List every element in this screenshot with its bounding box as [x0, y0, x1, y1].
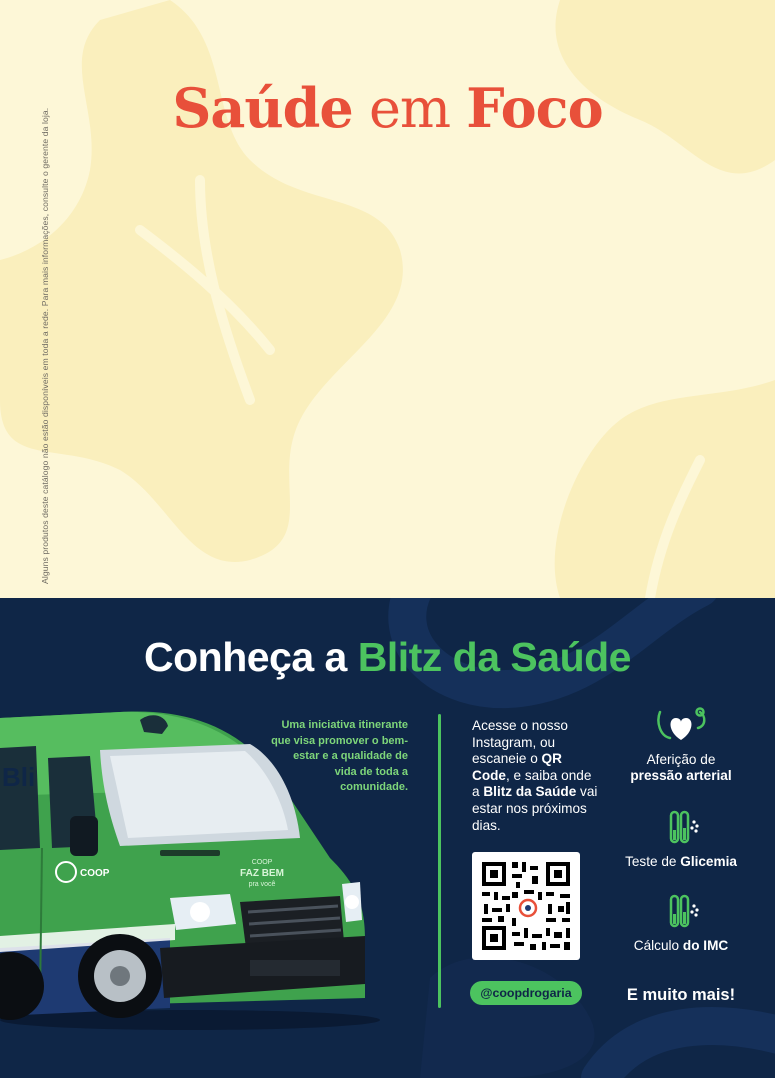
- title-part-1: Saúde: [172, 76, 353, 140]
- instagram-cta-text: [472, 718, 602, 834]
- service-1-line-1: Aferição de: [646, 752, 716, 767]
- van-side-text: Bli: [2, 762, 36, 792]
- service-1-line-2: pressão arterial: [630, 768, 732, 783]
- cta-bold-qr: QR Code: [472, 751, 562, 783]
- service-glycemia: [606, 810, 756, 870]
- cta-text-3: vai estar nos próximos dias.: [472, 784, 598, 833]
- heart-stethoscope-icon: [654, 706, 708, 746]
- instagram-handle-badge[interactable]: @coopdrogaria: [470, 981, 582, 1005]
- qr-code[interactable]: [472, 852, 580, 960]
- title-part-2: em: [352, 77, 467, 140]
- cta-bold-blitz: Blitz da Saúde: [483, 784, 577, 800]
- headline-prefix: Conheça a: [144, 634, 358, 680]
- van-slogan-bot: pra você: [248, 881, 276, 888]
- service-2-prefix: Teste de: [625, 854, 681, 869]
- blitz-headline: [0, 634, 775, 681]
- blitz-section: [0, 598, 775, 1078]
- service-2-bold: Glicemia: [680, 854, 737, 869]
- van-slogan-mid: FAZ BEM: [240, 868, 284, 879]
- cta-text-2: , e saiba onde a: [472, 767, 592, 800]
- test-tube-icon: [661, 810, 701, 848]
- headline-highlight: Blitz da Saúde: [357, 634, 631, 680]
- blitz-intro-text: Uma iniciativa itinerante que visa promover o bem-estar e a qualidade de vida de toda a comunidade.: [271, 719, 408, 793]
- van-slogan-top: COOP: [251, 859, 273, 866]
- cta-text-1: Acesse o nosso Instagram, ou escaneie o: [472, 718, 568, 767]
- service-blood-pressure: [606, 706, 756, 784]
- service-3-bold: do IMC: [682, 938, 729, 953]
- test-tube-icon: [661, 894, 701, 932]
- service-imc: [606, 894, 756, 954]
- title-part-3: Foco: [466, 76, 603, 140]
- van-brand-logo: COOP: [80, 868, 110, 879]
- service-3-prefix: Cálculo: [633, 938, 683, 953]
- availability-note: Alguns produtos deste catálogo não estão disponíveis em toda a rede. Para mais informações, consulte o gerente da loja.: [40, 107, 50, 584]
- and-much-more-text: E muito mais!: [626, 986, 736, 1004]
- green-divider: [438, 714, 441, 1008]
- page-title: [0, 76, 775, 140]
